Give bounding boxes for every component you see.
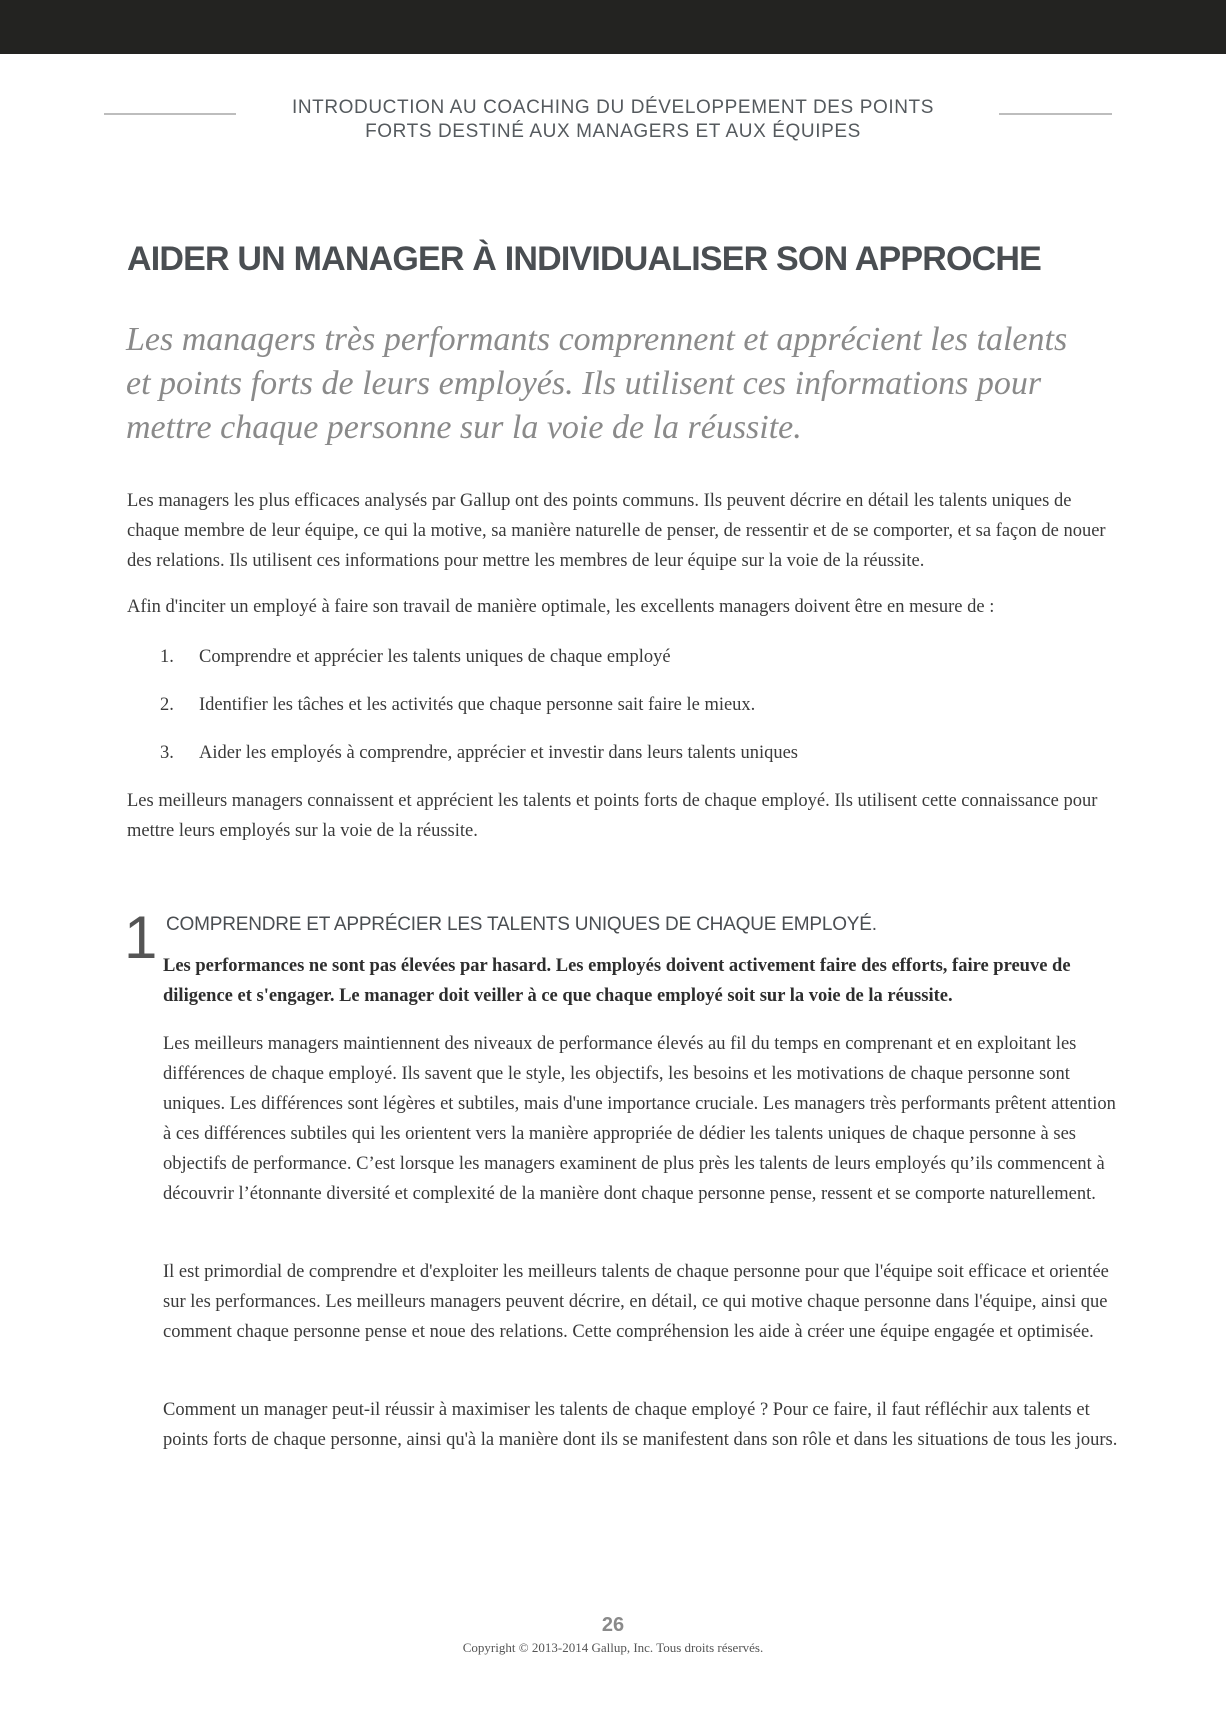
list-item [160, 690, 798, 738]
list-intro-paragraph: Afin d'inciter un employé à faire son travail de manière optimale, les excellents managers doivent être en mesure de : [127, 597, 995, 617]
section-paragraph: Il est primordial de comprendre et d'exploiter les meilleurs talents de chaque personne pour que l'équipe soit efficace et orientée sur les performances. Les meilleurs managers peuvent décrire, en détail, ce qui motive chaque personne dans l'équipe, ainsi que comment chaque personne pense et noue des relations. Cette compréhension les aide à créer une équipe engagée et optimisée. [163, 1262, 1109, 1342]
top-bar [0, 0, 1226, 54]
section-intro: Les performances ne sont pas élevées par hasard. Les employés doivent activement faire des efforts, faire preuve de diligence et s'engager. Le manager doit veiller à ce que chaque employé soit sur la voie de la réussite. [163, 956, 1071, 1006]
list-item [160, 738, 798, 786]
copyright-notice: Copyright © 2013-2014 Gallup, Inc. Tous droits réservés. [462, 1640, 764, 1655]
page-title: AIDER UN MANAGER À INDIVIDUALISER SON APPROCHE [127, 240, 1042, 278]
list-item [160, 642, 798, 690]
running-header [0, 96, 1226, 144]
section-paragraph: Comment un manager peut-il réussir à maximiser les talents de chaque employé ? Pour ce faire, il faut réfléchir aux talents et points forts de chaque personne, ainsi qu'à la manière dont ils se manifestent dans son rôle et dans les situations de tous les jours. [163, 1400, 1118, 1450]
list-item-text: Comprendre et apprécier les talents uniques de chaque employé [199, 647, 671, 667]
list-item-text: Identifier les tâches et les activités que chaque personne sait faire le mieux. [199, 695, 756, 715]
lead-quote: Les managers très performants comprennent et apprécient les talents et points forts de leurs employés. Ils utilisent ces informations pour mettre chaque personne sur la voie de la réussite. [126, 321, 1068, 446]
list-item-number: 2. [160, 695, 174, 715]
section-paragraph: Les meilleurs managers maintiennent des niveaux de performance élevés au fil du temps en comprenant et en exploitant les différences de chaque employé. Ils savent que le style, les objectifs, les besoins et les motivations de chaque personne sont uniques. Les différences sont légères et subtiles, mais d'une importance cruciale. Les managers très performants prêtent attention à ces différences subtiles qui les orientent vers la manière appropriée de dédier les talents uniques de chaque personne à ses objectifs de performance. C’est lorsque les managers examinent de plus près les talents de leurs employés qu’ils commencent à découvrir l’étonnante diversité et complexité de la manière dont chaque personne pense, ressent et se comporte naturellement. [163, 1034, 1116, 1204]
list-item-text: Aider les employés à comprendre, apprécier et investir dans leurs talents uniques [199, 743, 798, 763]
section-heading: COMPRENDRE ET APPRÉCIER LES TALENTS UNIQUES DE CHAQUE EMPLOYÉ. [166, 914, 877, 935]
running-header-line-1: INTRODUCTION AU COACHING DU DÉVELOPPEMENT DES POINTS [291, 97, 935, 118]
abilities-list [160, 642, 798, 786]
running-header-line-2: FORTS DESTINÉ AUX MANAGERS ET AUX ÉQUIPES [365, 121, 861, 142]
running-header-title [292, 96, 934, 144]
page-number: 26 [601, 1614, 625, 1636]
intro-paragraph: Les managers les plus efficaces analysés par Gallup ont des points communs. Ils peuvent décrire en détail les talents uniques de chaque membre de leur équipe, ce qui la motive, sa manière naturelle de penser, de ressentir et de se comporter, et sa façon de nouer des relations. Ils utilisent ces informations pour mettre les membres de leur équipe sur la voie de la réussite. [127, 491, 1106, 571]
section-number: 1 [124, 904, 158, 971]
list-item-number: 3. [160, 743, 174, 763]
list-item-number: 1. [160, 647, 174, 667]
summary-paragraph: Les meilleurs managers connaissent et apprécient les talents et points forts de chaque employé. Ils utilisent cette connaissance pour mettre leurs employés sur la voie de la réussite. [127, 791, 1098, 841]
